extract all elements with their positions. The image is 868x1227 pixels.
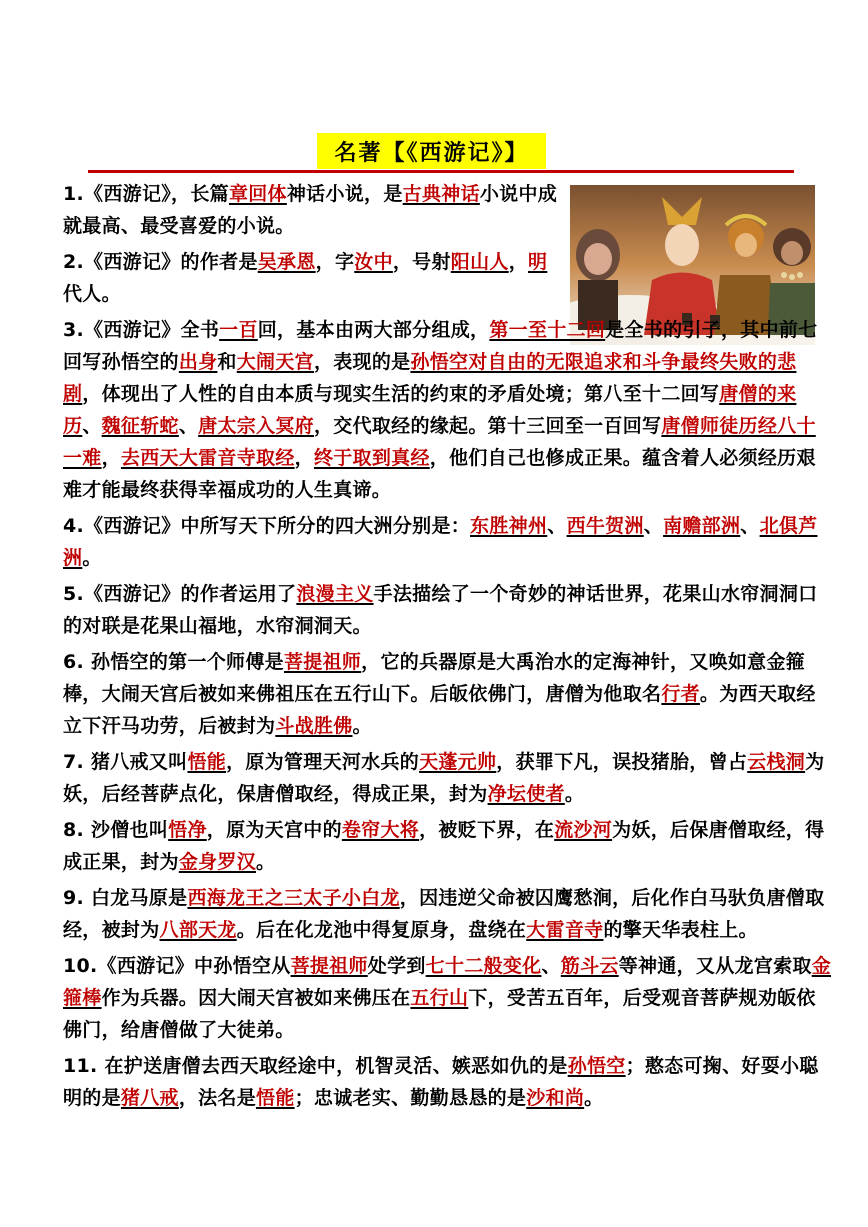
key-term: 菩提祖师 (283, 651, 362, 673)
body-text: 、 (178, 415, 199, 437)
body-text: 神话小说，是 (286, 183, 403, 205)
body-text: ，被贬下界，在 (419, 819, 555, 841)
key-term: 章回体 (228, 183, 287, 205)
title-divider (88, 170, 794, 173)
key-term: 出身 (178, 351, 218, 373)
item-1 (63, 178, 558, 242)
key-term: 筋斗云 (560, 955, 619, 977)
body-text: 9. 白龙马原是 (63, 887, 188, 909)
key-term: 唐僧师徒历经八十一难 (63, 415, 816, 469)
key-term: 孙悟空对自由的无限追求和斗争最终失败的悲剧 (63, 351, 797, 405)
item-8 (63, 814, 833, 878)
key-term: 悟能 (256, 1087, 295, 1109)
body-text: ，体现出了人性的自由本质与现实生活的约束的矛盾处境；第八至十二回写 (82, 383, 720, 405)
body-text: 处学到 (367, 955, 426, 977)
item-6 (63, 646, 833, 742)
key-term: 唐太宗入冥府 (198, 415, 314, 437)
key-term: 阳山人 (450, 251, 509, 273)
body-text: ，原为管理天河水兵的 (226, 751, 420, 773)
key-term: 北俱芦洲 (63, 515, 818, 569)
key-term: 孙悟空 (567, 1055, 626, 1077)
item-9 (63, 882, 833, 946)
body-text: 代人。 (63, 283, 121, 305)
key-term: 流沙河 (554, 819, 613, 841)
key-term: 五行山 (410, 987, 469, 1009)
key-term: 西海龙王之三太子小白龙 (187, 887, 400, 909)
key-term: 金身罗汉 (178, 851, 257, 873)
key-term: 猪八戒 (120, 1087, 179, 1109)
body-text: ， (101, 447, 121, 469)
key-term: 东胜神州 (470, 515, 548, 537)
key-term: 大雷音寺 (526, 919, 604, 941)
body-text: ；忠诚老实、勤勤恳恳的是 (294, 1087, 527, 1109)
key-term: 沙和尚 (526, 1087, 585, 1109)
body-text: 6. 孙悟空的第一个师傅是 (63, 651, 284, 673)
key-term: 魏征斩蛇 (101, 415, 179, 437)
body-text: ，法名是 (178, 1087, 257, 1109)
body-text: ，因违逆父命被囚鹰愁涧，后化作白马驮负唐僧取经，被封为 (63, 887, 825, 941)
key-term: 七十二般变化 (425, 955, 542, 977)
key-term: 行者 (661, 683, 700, 705)
page-title: 名著【《西游记》】 (317, 133, 546, 169)
key-term: 卷帘大将 (341, 819, 420, 841)
body-text: 。 (584, 1087, 604, 1109)
body-text: 回，基本由两大部分组成， (257, 319, 490, 341)
body-text: ，他们自己也修成正果。蕴含着人必须经历艰难才能最终获得幸福成功的人生真谛。 (63, 447, 816, 501)
item-7 (63, 746, 833, 810)
body-text: 。后在化龙池中得复原身，盘绕在 (236, 919, 527, 941)
key-term: 南赡部洲 (663, 515, 741, 537)
body-text: ，交代取经的缘起。第十三回至一百回写 (313, 415, 662, 437)
key-term: 西牛贺洲 (566, 515, 644, 537)
body-text: 为妖，后保唐僧取经，得成正果，封为 (63, 819, 825, 873)
body-text: ， (294, 447, 314, 469)
body-text: 、 (740, 515, 760, 537)
body-text: 。 (564, 783, 585, 805)
body-text: 下，受苦五百年，后受观音菩萨规劝皈依佛门，给唐僧做了大徒弟。 (63, 987, 816, 1041)
item-4 (63, 510, 833, 574)
body-text: 的擎天华表柱上。 (603, 919, 758, 941)
item-10 (63, 950, 833, 1046)
key-term: 天蓬元帅 (419, 751, 497, 773)
body-text: 10.《西游记》中孙悟空从 (63, 955, 291, 977)
body-text: ，它的兵器原是大禹治水的定海神针，又唤如意金箍棒，大闹天宫后被如来佛祖压在五行山下。后皈依佛门，唐僧为他取名 (63, 651, 806, 705)
key-term: 第一至十二回 (489, 319, 606, 341)
body-text: ，原为天宫中的 (206, 819, 342, 841)
item-3 (63, 314, 833, 506)
body-text: 11. 在护送唐僧去西天取经途中，机智灵活、嫉恶如仇的是 (63, 1055, 568, 1077)
body-text: 为妖，后经菩萨点化，保唐僧取经，得成正果，封为 (63, 751, 825, 805)
body-text: 2.《西游记》的作者是 (63, 251, 258, 273)
item-5 (63, 578, 833, 642)
body-text: 、 (643, 515, 664, 537)
body-text: ， (508, 251, 528, 273)
body-text: 。 (82, 547, 102, 569)
key-term: 明 (528, 251, 548, 273)
body-text: ，号射 (392, 251, 451, 273)
key-term: 一百 (219, 319, 258, 341)
body-text: 小说中成就最高、最受喜爱的小说。 (63, 183, 558, 237)
key-term: 去西天大雷音寺取经 (120, 447, 295, 469)
body-text: 。 (352, 715, 372, 737)
key-term: 云栈洞 (747, 751, 806, 773)
body-text: 4.《西游记》中所写天下所分的四大洲分别是： (63, 515, 471, 537)
body-text: 作为兵器。因大闹天宫被如来佛压在 (101, 987, 411, 1009)
key-term: 金箍棒 (63, 955, 832, 1009)
body-text: 和 (217, 351, 237, 373)
body-text: 5.《西游记》的作者运用了 (63, 583, 297, 605)
key-term: 悟能 (187, 751, 227, 773)
body-text: 。 (256, 851, 276, 873)
key-term: 菩提祖师 (290, 955, 368, 977)
body-text: ，表现的是 (313, 351, 411, 373)
body-text: 手法描绘了一个奇妙的神话世界，花果山水帘洞洞口的对联是花果山福地，水帘洞洞天。 (63, 583, 818, 637)
key-term: 浪漫主义 (296, 583, 374, 605)
body-text: 7. 猪八戒又叫 (63, 751, 188, 773)
body-text: 、 (547, 515, 567, 537)
body-text: 1.《西游记》，长篇 (63, 183, 229, 205)
item-11 (63, 1050, 833, 1114)
key-term: 古典神话 (402, 183, 480, 205)
key-term: 大闹天宫 (236, 351, 314, 373)
body-text: 、 (541, 955, 561, 977)
body-text: 3.《西游记》全书 (63, 319, 220, 341)
key-term: 八部天龙 (159, 919, 237, 941)
key-term: 净坛使者 (487, 783, 565, 805)
body-text: 等神通，又从龙宫索取 (618, 955, 812, 977)
item-2 (63, 246, 558, 310)
document-body (63, 178, 833, 1118)
body-text: ，字 (315, 251, 355, 273)
key-term: 吴承恩 (257, 251, 316, 273)
body-text: 、 (82, 415, 102, 437)
body-text: 8. 沙僧也叫 (63, 819, 169, 841)
body-text: 。为西天取经立下汗马功劳，后被封为 (63, 683, 816, 737)
key-term: 斗战胜佛 (275, 715, 353, 737)
body-text: 是全书的引子，其中前七回写孙悟空的 (63, 319, 818, 373)
body-text: ；憨态可掬、好耍小聪明的是 (63, 1055, 819, 1109)
key-term: 汝中 (354, 251, 393, 273)
key-term: 唐僧的来历 (63, 383, 797, 437)
key-term: 终于取到真经 (313, 447, 430, 469)
key-term: 悟净 (168, 819, 207, 841)
body-text: ，获罪下凡，误投猪胎，曾占 (496, 751, 748, 773)
